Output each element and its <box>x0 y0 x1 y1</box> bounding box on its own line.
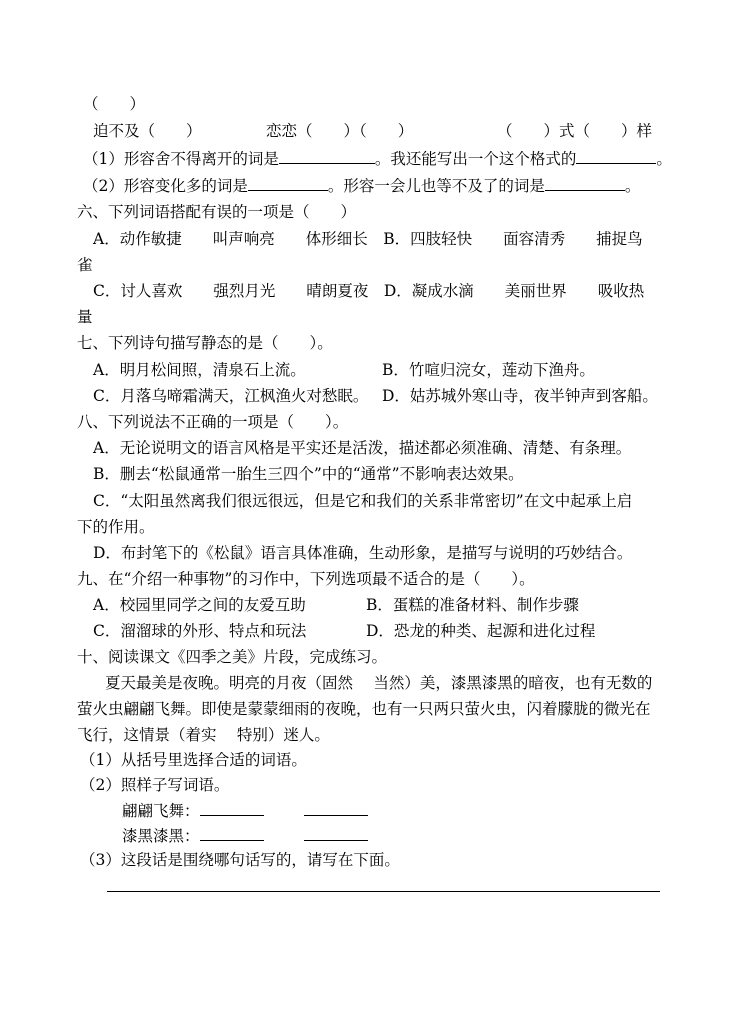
answer-blank[interactable] <box>200 801 264 816</box>
fill-pattern-3: （ ）式（ ）样 <box>497 122 653 140</box>
question-1-text: （1）形容舍不得离开的词是 <box>83 150 279 168</box>
subquestion-2: （2）照样子写词语。 <box>80 776 230 794</box>
answer-blank[interactable] <box>304 801 368 816</box>
question-1-line <box>83 149 672 169</box>
question-6-option-ab-wrap: 雀 <box>77 256 93 274</box>
answer-blank[interactable] <box>304 826 368 841</box>
question-6-option-cd: C．讨人喜欢 强烈月光 晴朗夏夜 D．凝成水滴 美丽世界 吸收热 <box>93 282 645 300</box>
answer-line[interactable] <box>107 891 660 892</box>
question-7-option-b: B．竹喧归浣女，莲动下渔舟。 <box>382 361 595 379</box>
question-6-option-ab: A．动作敏捷 叫声响亮 体形细长 B．四肢轻快 面容清秀 捕捉鸟 <box>93 230 643 248</box>
question-8-option-d: D．布封笔下的《松鼠》语言具体准确，生动形象，是描写与说明的巧妙结合。 <box>93 544 633 562</box>
period: 。 <box>656 150 672 168</box>
question-7-title: 七、下列诗句描写静态的是（ ）。 <box>77 334 333 352</box>
question-8-option-c: C．“太阳虽然离我们很远很远，但是它和我们的关系非常密切”在文中起承上启 <box>93 492 633 510</box>
answer-blank[interactable] <box>248 176 328 191</box>
question-8-option-b: B．删去“松鼠通常一胎生三四个”中的“通常”不影响表达效果。 <box>93 465 524 483</box>
example-2-line <box>122 826 368 846</box>
question-7-option-d: D．姑苏城外寒山寺，夜半钟声到客船。 <box>382 387 658 405</box>
question-8-option-c-wrap: 下的作用。 <box>77 518 155 536</box>
answer-blank[interactable] <box>279 149 375 164</box>
example-1-label: 翩翩飞舞： <box>122 802 200 820</box>
question-9-title: 九、在“介绍一种事物”的习作中，下列选项最不适合的是（ ）。 <box>77 570 535 588</box>
passage-line-1: 夏天最美是夜晚。明亮的月夜（固然 当然）美，漆黑漆黑的暗夜，也有无数的 <box>105 674 653 692</box>
answer-blank[interactable] <box>200 826 264 841</box>
question-7-option-c: C．月落乌啼霜满天，江枫渔火对愁眠。 <box>93 387 369 405</box>
fill-pattern-1: 迫不及（ ） <box>93 122 202 140</box>
passage-line-2: 萤火虫翩翩飞舞。即使是蒙蒙细雨的夜晚，也有一只两只萤火虫，闪着朦胧的微光在 <box>77 700 651 718</box>
question-10-title: 十、阅读课文《四季之美》片段，完成练习。 <box>77 648 388 666</box>
example-2-label: 漆黑漆黑： <box>122 827 200 845</box>
subquestion-3: （3）这段话是围绕哪句话写的，请写在下面。 <box>80 851 400 869</box>
question-6-option-cd-wrap: 量 <box>77 308 93 326</box>
period: 。 <box>624 177 641 195</box>
passage-line-3: 飞行，这情景（着实 特别）迷人。 <box>77 726 330 744</box>
question-8-option-a: A．无论说明文的语言风格是平实还是活泼，描述都必须准确、清楚、有条理。 <box>93 439 632 457</box>
question-2-text-2: 。形容一会儿也等不及了的词是 <box>327 177 545 195</box>
answer-parentheses: （ ） <box>83 95 146 113</box>
question-7-option-a: A．明月松间照，清泉石上流。 <box>93 361 306 379</box>
answer-blank[interactable] <box>545 176 625 191</box>
question-6-title: 六、下列词语搭配有误的一项是（ ） <box>77 203 357 221</box>
question-2-text: （2）形容变化多的词是 <box>83 177 248 195</box>
question-9-option-b: B．蛋糕的准备材料、制作步骤 <box>366 596 579 614</box>
answer-blank[interactable] <box>576 149 656 164</box>
question-1-text-2: 。我还能写出一个这个格式的 <box>374 150 577 168</box>
fill-pattern-2: 恋恋（ ）（ ） <box>266 122 414 140</box>
subquestion-1: （1）从括号里选择合适的词语。 <box>80 751 307 769</box>
question-9-option-d: D．恐龙的种类、起源和进化过程 <box>366 622 596 640</box>
question-8-title: 八、下列说法不正确的一项是（ ）。 <box>77 413 349 431</box>
question-2-line <box>83 176 640 196</box>
example-1-line <box>122 801 368 821</box>
question-9-option-a: A．校园里同学之间的友爱互助 <box>93 596 306 614</box>
question-9-option-c: C．溜溜球的外形、特点和玩法 <box>93 622 307 640</box>
